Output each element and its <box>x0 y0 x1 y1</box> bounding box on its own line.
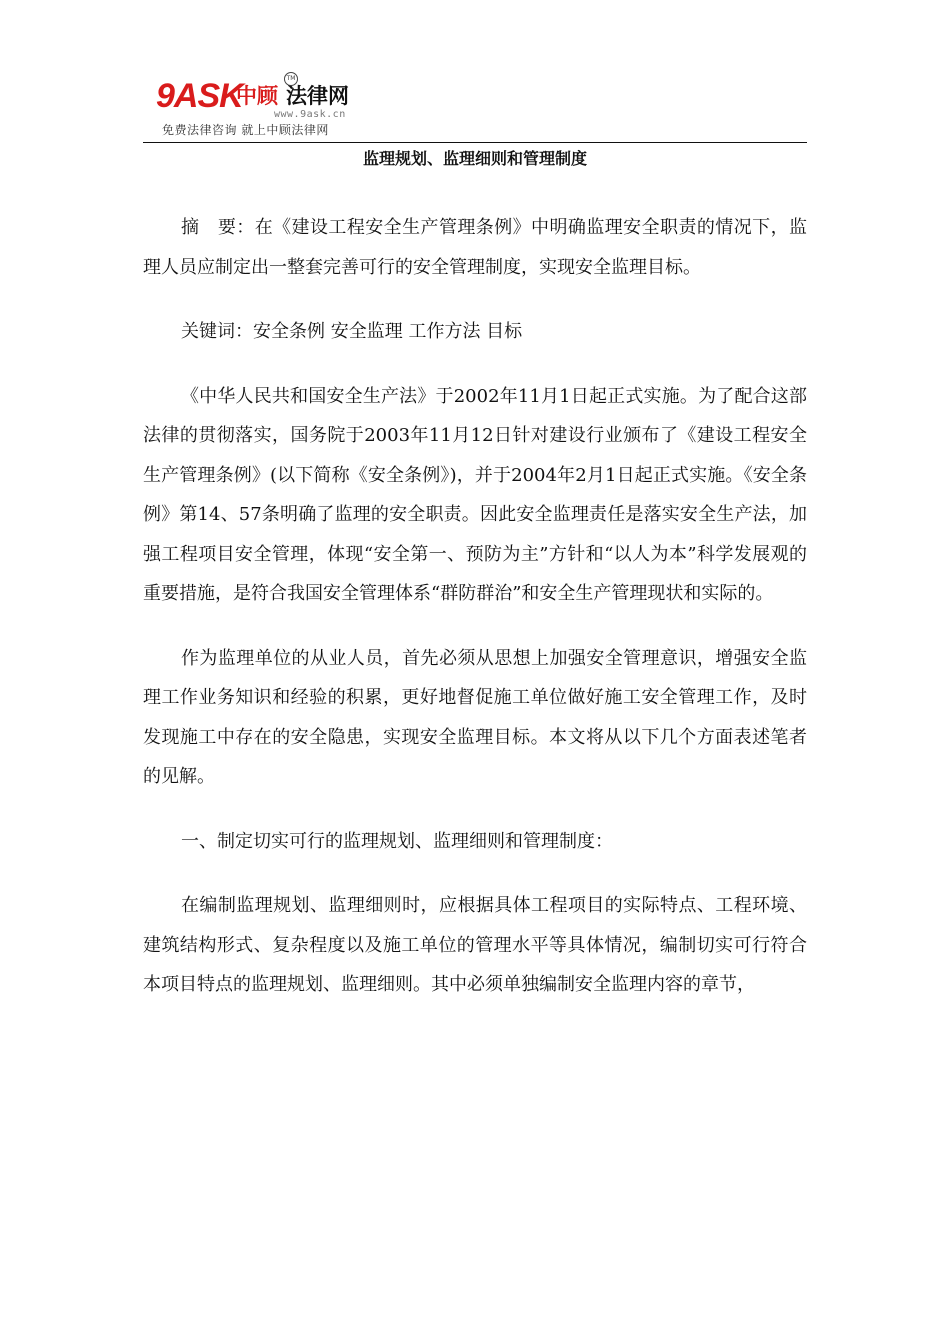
logo-slogan: 免费法律咨询 就上中顾法律网 <box>162 123 329 137</box>
site-logo[interactable] <box>156 75 356 138</box>
body-paragraph: 《中华人民共和国安全生产法》于2002年11月1日起正式实施。为了配合这部法律的贯彻落实，国务院于2003年11月12日针对建设行业颁布了《建设工程安全生产管理条例》(以下简称《安全条例》)，并于2004年2月1日起正式实施。《安全条例》第14、57条明确了监理的安全职责。因此安全监理责任是落实安全生产法，加强工程项目安全管理，体现“安全第一、预防为主”方针和“以人为本”科学发展观的重要措施，是符合我国安全管理体系“群防群治”和安全生产管理现状和实际的。 <box>143 385 807 604</box>
document-title: 监理规划、监理细则和管理制度 <box>362 149 587 168</box>
logo-url: www.9ask.cn <box>274 109 346 120</box>
section-heading: 一、制定切实可行的监理规划、监理细则和管理制度： <box>181 830 613 852</box>
document-body <box>143 208 807 1030</box>
logo-mark: 9ASK <box>156 77 243 115</box>
logo-brand-black: 法律网 <box>286 84 349 108</box>
trademark-icon: TM <box>284 72 298 86</box>
header-divider <box>143 142 807 143</box>
page-header <box>148 72 808 144</box>
keywords-paragraph: 关键词：安全条例 安全监理 工作方法 目标 <box>181 321 523 342</box>
body-paragraph: 作为监理单位的从业人员，首先必须从思想上加强安全管理意识，增强安全监理工作业务知识和经验的积累，更好地督促施工单位做好施工安全管理工作，及时发现施工中存在的安全隐患，实现安全监理目标。本文将从以下几个方面表述笔者的见解。 <box>143 647 807 787</box>
body-paragraph: 在编制监理规划、监理细则时，应根据具体工程项目的实际特点、工程环境、建筑结构形式、复杂程度以及施工单位的管理水平等具体情况，编制切实可行符合本项目特点的监理规划、监理细则。其中必须单独编制安全监理内容的章节， <box>143 895 807 995</box>
abstract-paragraph: 摘 要：在《建设工程安全生产管理条例》中明确监理安全职责的情况下，监理人员应制定出一整套完善可行的安全管理制度，实现安全监理目标。 <box>143 217 807 278</box>
logo-brand-red: 中顾 <box>236 84 278 108</box>
